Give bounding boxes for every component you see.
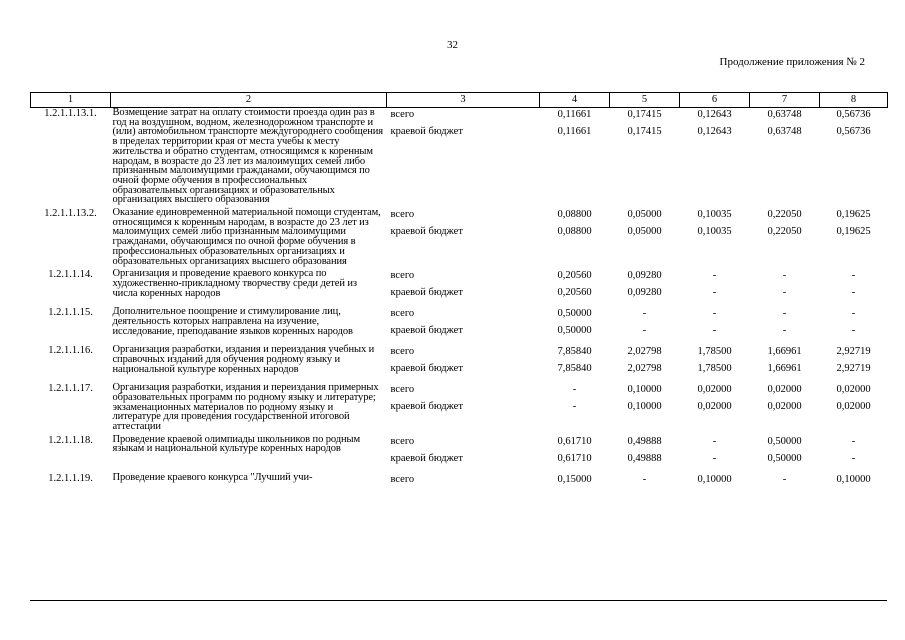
column-header: 1	[31, 93, 111, 108]
value-col-5-value: 0,09280	[627, 287, 662, 299]
value-col-5-value: 0,17415	[627, 109, 662, 120]
funding-source-value: краевой бюджет	[390, 452, 463, 464]
value-col-5	[610, 307, 680, 345]
funding-source-value: всего	[390, 435, 415, 447]
value-col-5-value: 0,17415	[627, 126, 662, 137]
value-col-6-value: 0,10000	[697, 473, 732, 485]
table-row	[31, 269, 888, 307]
row-code: 1.2.1.1.17.	[48, 383, 93, 395]
value-col-6	[680, 307, 750, 345]
value-col-6-value: 1,78500	[697, 363, 732, 375]
value-col-5-value: 0,49888	[627, 452, 662, 464]
page-number: 32	[447, 39, 458, 51]
value-col-4	[540, 307, 610, 345]
value-col-8	[820, 473, 888, 494]
table-row	[31, 208, 888, 269]
value-col-6-value: 0,10035	[697, 226, 732, 238]
value-col-4-value: -	[572, 401, 577, 413]
value-col-7-value: 1,66961	[767, 346, 802, 358]
value-col-5-value: 2,02798	[627, 363, 662, 375]
table-row	[31, 435, 888, 473]
value-col-6	[680, 208, 750, 269]
value-col-7-value: 0,02000	[767, 384, 802, 396]
value-col-6-value: 0,12643	[697, 126, 732, 137]
value-col-7	[750, 473, 820, 494]
table-row	[31, 383, 888, 435]
column-header: 5	[610, 93, 680, 108]
value-col-5-value: 2,02798	[627, 346, 662, 358]
value-col-4	[540, 108, 610, 209]
value-col-7	[750, 269, 820, 307]
value-col-6-value: -	[712, 270, 717, 282]
funding-source	[387, 307, 540, 345]
column-header: 2	[111, 93, 387, 108]
value-col-5	[610, 208, 680, 269]
value-col-8-value: 0,19625	[836, 226, 871, 238]
row-code: 1.2.1.1.14.	[48, 269, 93, 281]
funding-source-value: краевой бюджет	[390, 401, 463, 413]
value-col-7	[750, 108, 820, 209]
value-col-4	[540, 345, 610, 383]
value-col-4-value: 0,61710	[557, 435, 592, 447]
row-description: Организация и проведение краевого конкурса по художественно-прикладному творчеству среди детей из числа коренных народов	[112, 268, 357, 299]
funding-source-value: всего	[390, 384, 415, 396]
value-col-5	[610, 473, 680, 494]
column-header: 8	[820, 93, 888, 108]
value-col-7	[750, 345, 820, 383]
table-row	[31, 473, 888, 494]
value-col-6-value: -	[712, 308, 717, 320]
funding-source-value: краевой бюджет	[390, 363, 463, 375]
value-col-6	[680, 435, 750, 473]
funding-source	[387, 108, 540, 209]
value-col-4-value: 0,15000	[557, 473, 592, 485]
value-col-5	[610, 269, 680, 307]
value-col-5	[610, 108, 680, 209]
value-col-8-value: -	[851, 435, 856, 447]
value-col-8	[820, 345, 888, 383]
value-col-5	[610, 383, 680, 435]
value-col-7-value: -	[782, 270, 787, 282]
value-col-6	[680, 108, 750, 209]
value-col-7-value: 0,63748	[767, 109, 802, 120]
value-col-5-value: 0,49888	[627, 435, 662, 447]
row-code: 1.2.1.1.19.	[48, 472, 93, 484]
funding-source-value: краевой бюджет	[390, 226, 463, 238]
value-col-8-value: -	[851, 325, 856, 337]
page-bottom-rule	[30, 600, 887, 601]
value-col-4-value: 7,85840	[557, 363, 592, 375]
table-row	[31, 345, 888, 383]
row-code: 1.2.1.1.16.	[48, 345, 93, 357]
value-col-8-value: 2,92719	[836, 346, 871, 358]
funding-source-value: всего	[390, 473, 415, 485]
value-col-8-value: 2,92719	[836, 363, 871, 375]
funding-source-value: всего	[390, 109, 415, 120]
funding-source-value: всего	[390, 270, 415, 282]
value-col-5-value: 0,09280	[627, 270, 662, 282]
value-col-7-value: 0,63748	[767, 126, 802, 137]
funding-source-value: краевой бюджет	[390, 325, 463, 337]
column-number-row	[31, 93, 888, 108]
funding-source	[387, 345, 540, 383]
value-col-7	[750, 307, 820, 345]
value-col-8	[820, 269, 888, 307]
value-col-6	[680, 269, 750, 307]
value-col-7-value: 0,50000	[767, 435, 802, 447]
value-col-7-value: 0,02000	[767, 401, 802, 413]
value-col-6-value: -	[712, 287, 717, 299]
funding-source-value: всего	[390, 308, 415, 320]
value-col-8	[820, 307, 888, 345]
value-col-5-value: 0,05000	[627, 209, 662, 221]
value-col-8-value: 0,56736	[836, 109, 871, 120]
value-col-8-value: 0,10000	[836, 473, 871, 485]
value-col-8	[820, 108, 888, 209]
value-col-5-value: 0,05000	[627, 226, 662, 238]
value-col-4	[540, 435, 610, 473]
value-col-4-value: -	[572, 384, 577, 396]
value-col-4	[540, 473, 610, 494]
value-col-6-value: 0,02000	[697, 401, 732, 413]
value-col-8-value: 0,19625	[836, 209, 871, 221]
value-col-5-value: -	[642, 325, 647, 337]
value-col-7-value: -	[782, 308, 787, 320]
value-col-4-value: 0,11661	[557, 109, 592, 120]
table-row	[31, 307, 888, 345]
funding-source	[387, 383, 540, 435]
value-col-7-value: 0,50000	[767, 452, 802, 464]
column-header: 6	[680, 93, 750, 108]
row-description: Организация разработки, издания и переиздания учебных и справочных изданий для обучения родному языку и национальной культуре коренных народов	[112, 344, 375, 375]
value-col-5-value: -	[642, 308, 647, 320]
value-col-5-value: -	[642, 473, 647, 485]
value-col-6-value: -	[712, 325, 717, 337]
funding-source-value: всего	[390, 346, 415, 358]
value-col-7-value: -	[782, 287, 787, 299]
value-col-8-value: -	[851, 270, 856, 282]
value-col-8	[820, 208, 888, 269]
value-col-4-value: 0,08800	[557, 226, 592, 238]
column-header: 3	[387, 93, 540, 108]
value-col-6-value: -	[712, 435, 717, 447]
value-col-4-value: 0,50000	[557, 308, 592, 320]
table-body	[31, 108, 888, 494]
value-col-8	[820, 435, 888, 473]
row-code: 1.2.1.1.18.	[48, 434, 93, 446]
value-col-4	[540, 208, 610, 269]
value-col-4	[540, 383, 610, 435]
value-col-4-value: 0,08800	[557, 209, 592, 221]
value-col-8	[820, 383, 888, 435]
value-col-5	[610, 345, 680, 383]
table-row	[31, 108, 888, 209]
value-col-7-value: -	[782, 325, 787, 337]
column-header: 4	[540, 93, 610, 108]
value-col-7	[750, 208, 820, 269]
funding-source	[387, 208, 540, 269]
value-col-7-value: -	[782, 473, 787, 485]
value-col-4-value: 0,20560	[557, 270, 592, 282]
row-description: Организация разработки, издания и переиздания примерных образовательных программ по родному языку и литературе; экзаменационных материалов по родному языку и литературе для проведения государственной итоговой аттестации	[112, 382, 379, 433]
funding-source-value: краевой бюджет	[390, 287, 463, 299]
row-description: Оказание единовременной материальной помощи студентам, относящимся к коренным народам, в возрасте до 23 лет из малоимущих семей либо признанным малоимущими гражданами, обучающимся по очной форме обучения в профессиональных образовательных организациях и образовательных организациях высшего образования	[112, 207, 381, 267]
value-col-6-value: 1,78500	[697, 346, 732, 358]
value-col-5-value: 0,10000	[627, 384, 662, 396]
value-col-6-value: 0,02000	[697, 384, 732, 396]
funding-source-value: краевой бюджет	[390, 126, 463, 137]
row-code: 1.2.1.1.13.2.	[44, 208, 97, 220]
value-col-8-value: 0,02000	[836, 401, 871, 413]
value-col-5-value: 0,10000	[627, 401, 662, 413]
row-description: Возмещение затрат на оплату стоимости проезда один раз в год на воздушном, водном, железнодорожном транспорте и (или) автомобильном транспорте междугороднего сообщения в пределах территории края от места учебы к месту жительства и обратно студентам, относящимся к коренным народам, в возрасте до 23 лет из малоимущих семей либо признанным малоимущими гражданами, обучающимся по очной форме обучения в профессиональных образовательных организациях и образовательных организациях высшего образования	[112, 107, 384, 206]
appendix-table	[30, 92, 888, 494]
value-col-4-value: 0,11661	[557, 126, 592, 137]
value-col-7-value: 1,66961	[767, 363, 802, 375]
value-col-4-value: 0,50000	[557, 325, 592, 337]
value-col-4-value: 0,61710	[557, 452, 592, 464]
value-col-7-value: 0,22050	[767, 226, 802, 238]
row-description: Дополнительное поощрение и стимулирование лиц, деятельность которых направлена на изучение, исследование, преподавание языков коренных народов	[112, 306, 353, 337]
value-col-8-value: 0,02000	[836, 384, 871, 396]
row-code: 1.2.1.1.15.	[48, 307, 93, 319]
continuation-label: Продолжение приложения № 2	[719, 56, 865, 68]
value-col-6	[680, 345, 750, 383]
value-col-7	[750, 383, 820, 435]
funding-source-value: всего	[390, 209, 415, 221]
value-col-5	[610, 435, 680, 473]
value-col-6-value: -	[712, 452, 717, 464]
value-col-4	[540, 269, 610, 307]
value-col-7	[750, 435, 820, 473]
row-description: Проведение краевого конкурса "Лучший учи-	[112, 471, 313, 483]
value-col-8-value: -	[851, 308, 856, 320]
value-col-6-value: 0,12643	[697, 109, 732, 120]
value-col-4-value: 7,85840	[557, 346, 592, 358]
value-col-6-value: 0,10035	[697, 209, 732, 221]
funding-source	[387, 269, 540, 307]
value-col-8-value: -	[851, 287, 856, 299]
funding-source	[387, 435, 540, 473]
funding-source	[387, 473, 540, 494]
value-col-6	[680, 473, 750, 494]
value-col-7-value: 0,22050	[767, 209, 802, 221]
value-col-8-value: 0,56736	[836, 126, 871, 137]
value-col-8-value: -	[851, 452, 856, 464]
value-col-4-value: 0,20560	[557, 287, 592, 299]
value-col-6	[680, 383, 750, 435]
row-description: Проведение краевой олимпиады школьников по родным языкам и национальной культуре коренных народов	[112, 433, 361, 455]
row-code: 1.2.1.1.13.1.	[44, 108, 97, 119]
column-header: 7	[750, 93, 820, 108]
